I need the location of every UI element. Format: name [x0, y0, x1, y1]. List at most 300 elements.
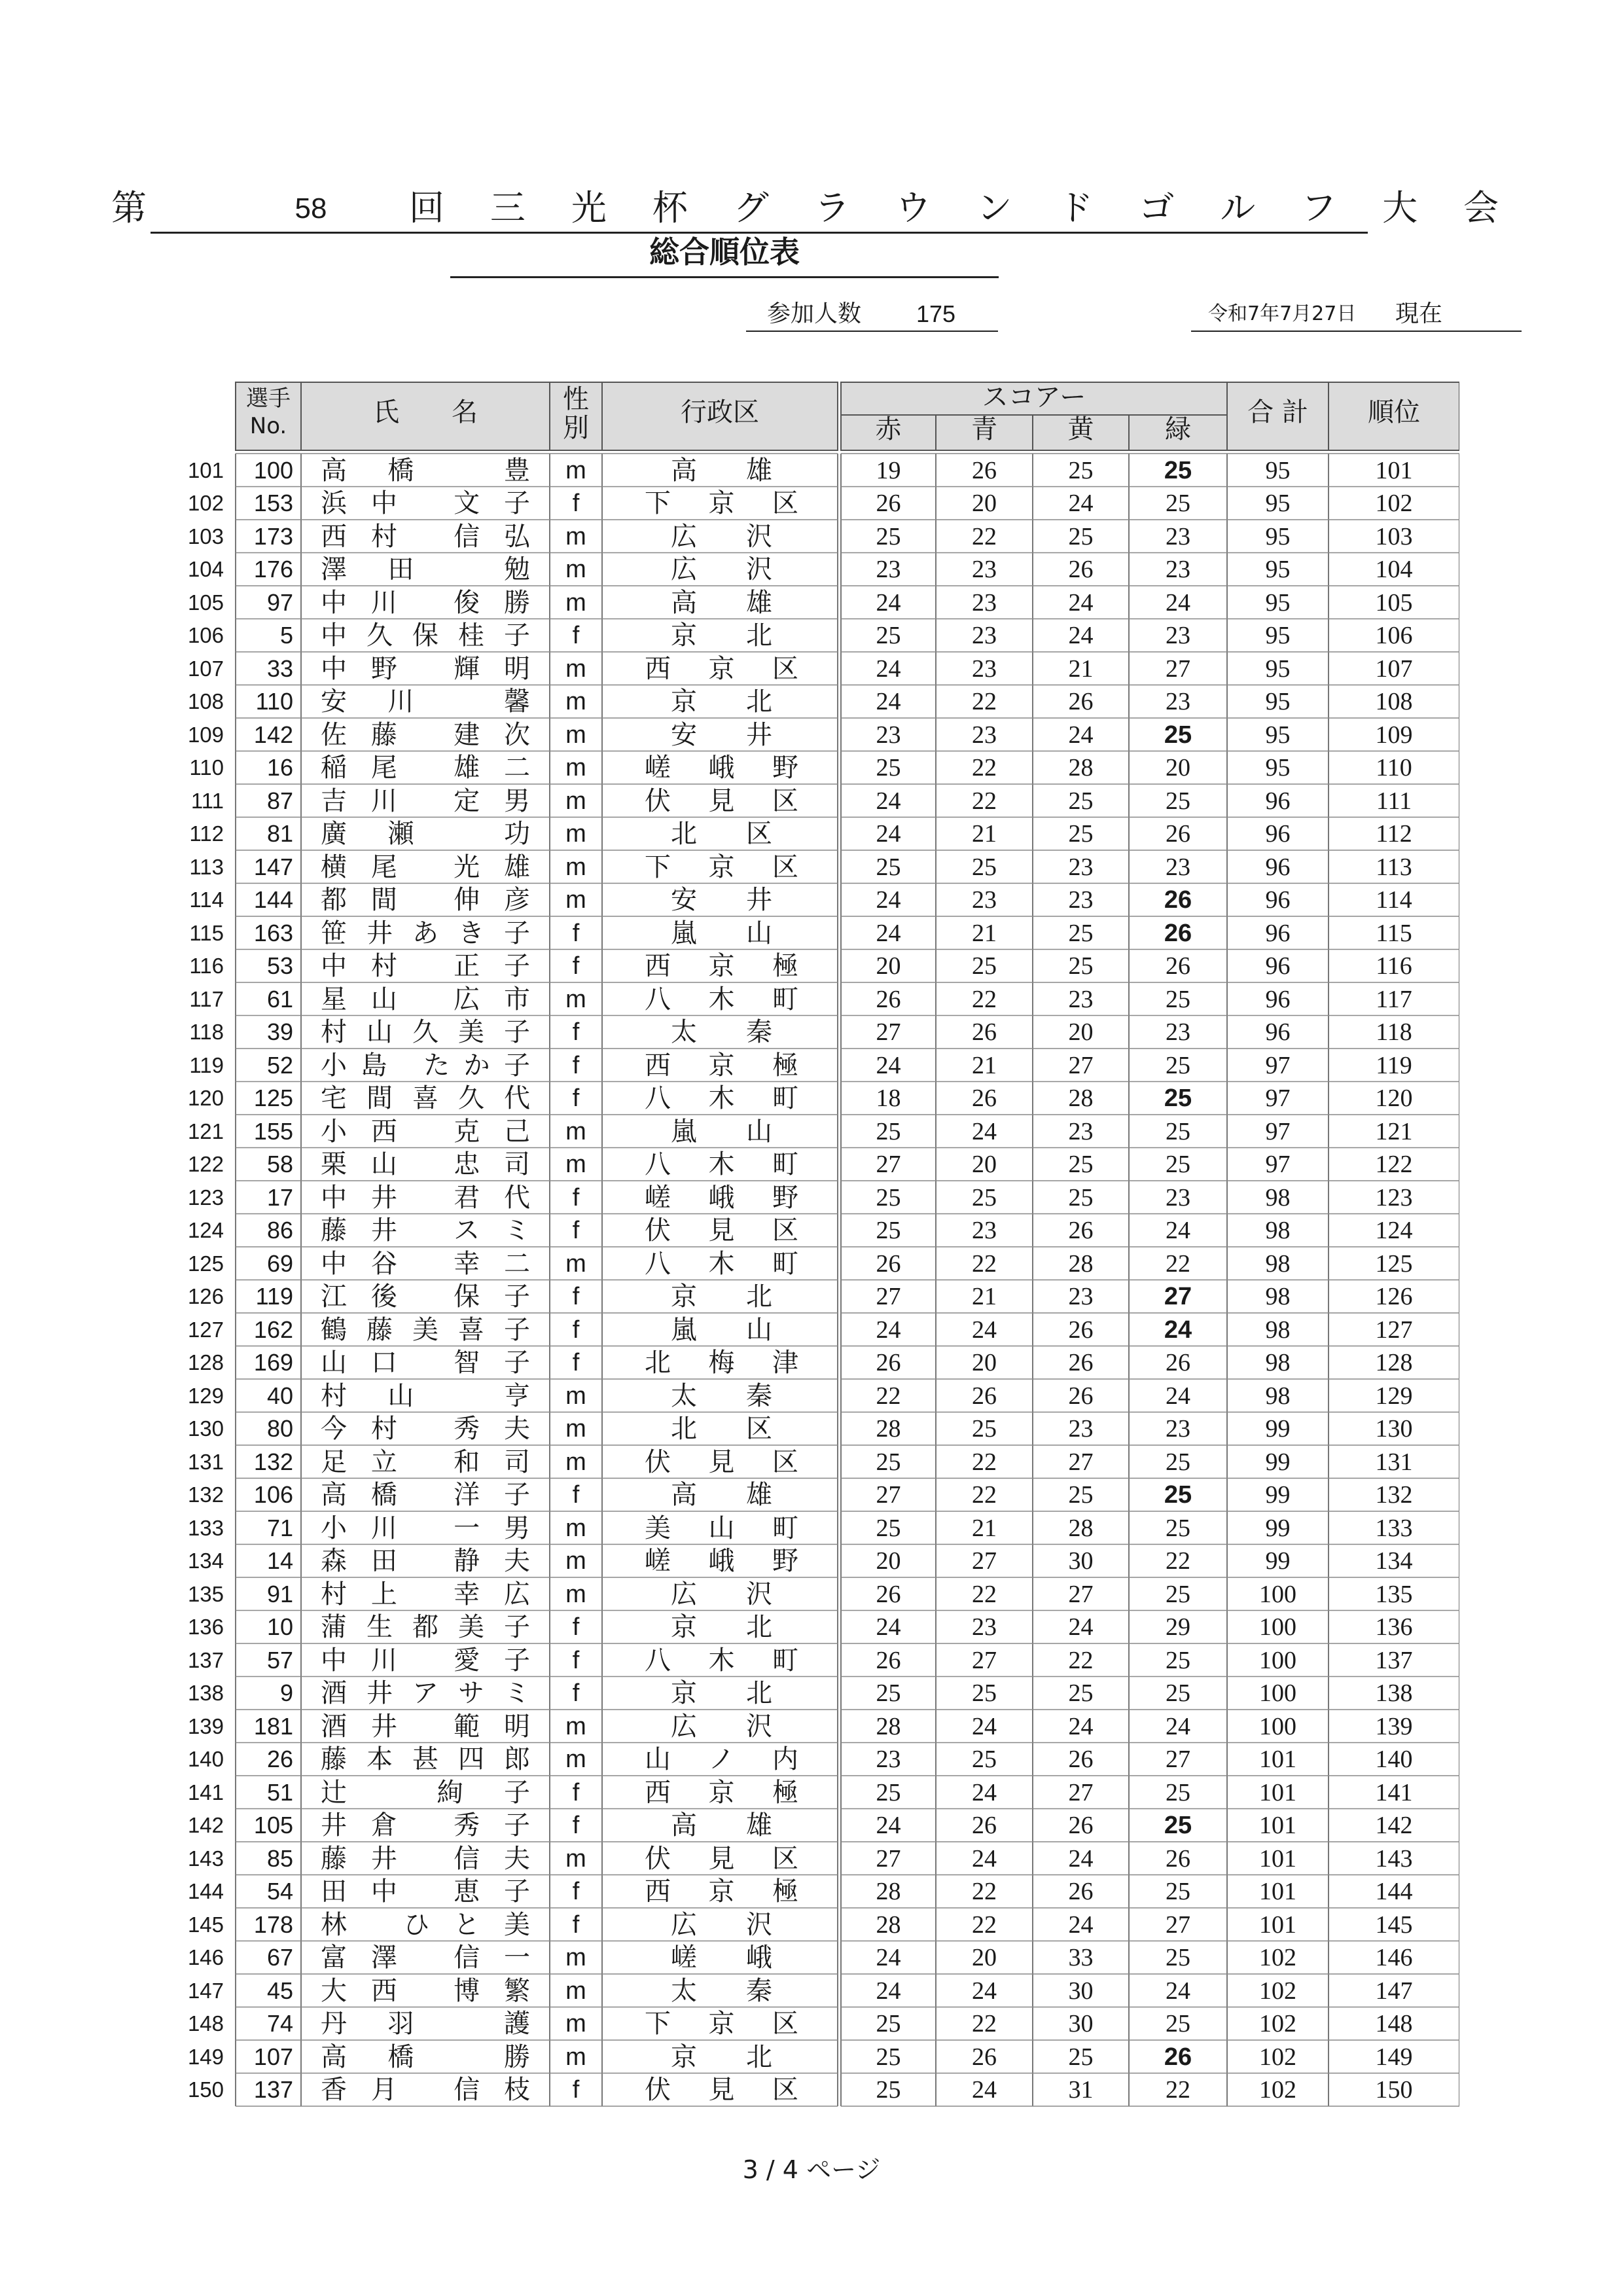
score-blue: 22	[972, 1448, 997, 1476]
score-red: 26	[876, 490, 901, 517]
player-district: 高 雄	[671, 455, 772, 486]
player-number: 173	[253, 522, 293, 550]
row-index: 150	[187, 2077, 224, 2102]
player-number: 153	[253, 490, 293, 516]
score-red: 24	[876, 1812, 901, 1839]
score-blue: 22	[972, 1580, 997, 1608]
player-number: 58	[266, 1151, 293, 1177]
rank: 127	[1375, 1316, 1413, 1344]
score-green: 25	[1164, 1812, 1192, 1839]
score-green: 25	[1166, 1646, 1190, 1674]
score-green: 20	[1166, 754, 1190, 781]
player-district: 広 沢	[671, 1711, 772, 1742]
player-district: 嵯 峨 野	[645, 1546, 798, 1576]
row-index: 112	[189, 821, 224, 846]
score-total: 96	[1265, 952, 1291, 980]
player-gender: f	[572, 1481, 580, 1509]
score-blue: 22	[972, 1249, 997, 1278]
title-char: 杯	[652, 187, 688, 228]
score-total: 95	[1265, 688, 1291, 715]
score-yellow: 30	[1068, 1547, 1094, 1575]
rank: 115	[1376, 919, 1412, 947]
player-gender: m	[565, 820, 586, 848]
player-gender: f	[572, 1878, 580, 1905]
score-green: 24	[1166, 588, 1190, 617]
score-blue: 22	[972, 1481, 997, 1509]
player-number: 110	[255, 688, 293, 715]
player-number: 162	[253, 1316, 293, 1343]
title-char: 大	[1382, 187, 1418, 228]
score-total: 100	[1259, 1679, 1296, 1707]
score-blue: 27	[972, 1547, 997, 1575]
player-district: 西 京 極	[645, 1876, 798, 1907]
participant-count-label: 参加人数	[767, 300, 862, 327]
player-name: 澤 田 勉	[321, 554, 530, 584]
rank: 142	[1375, 1812, 1413, 1839]
title-char: ン	[976, 187, 1012, 228]
rank: 120	[1375, 1085, 1413, 1112]
player-number: 26	[266, 1746, 293, 1772]
player-number: 97	[266, 588, 293, 616]
score-yellow: 24	[1068, 1844, 1094, 1873]
score-green: 22	[1166, 1547, 1190, 1575]
score-red: 24	[876, 919, 901, 947]
player-gender: m	[565, 1382, 586, 1410]
score-yellow: 30	[1068, 1977, 1094, 2005]
player-district: 京 北	[671, 1282, 772, 1312]
player-number: 107	[253, 2043, 293, 2070]
rank: 130	[1375, 1415, 1413, 1443]
score-green: 25	[1166, 1580, 1190, 1608]
score-total: 95	[1265, 456, 1291, 484]
header-no-top: 選手	[246, 386, 291, 412]
row-index: 109	[187, 722, 224, 747]
row-index: 145	[187, 1912, 224, 1937]
score-red: 26	[876, 1646, 901, 1674]
player-number: 39	[266, 1018, 293, 1045]
score-green: 27	[1166, 655, 1190, 683]
score-red: 25	[876, 522, 901, 550]
player-district: 北 区	[671, 1414, 772, 1444]
row-index: 134	[187, 1549, 224, 1573]
score-total: 95	[1265, 588, 1291, 617]
player-number: 53	[266, 952, 293, 979]
player-gender: f	[572, 1646, 580, 1674]
player-number: 100	[253, 456, 293, 484]
score-yellow: 24	[1068, 588, 1094, 617]
player-name: 江 後 保 子	[321, 1282, 530, 1312]
player-gender: m	[565, 1977, 586, 2005]
row-index: 101	[187, 457, 224, 482]
score-total: 102	[1259, 1977, 1296, 2005]
player-number: 147	[253, 853, 293, 880]
score-total: 101	[1259, 1778, 1296, 1806]
ranking-table	[164, 381, 1459, 2109]
score-yellow: 23	[1068, 1415, 1094, 1443]
score-red: 25	[876, 853, 901, 881]
row-index: 124	[187, 1218, 224, 1242]
score-green: 29	[1166, 1613, 1190, 1641]
player-gender: m	[565, 1844, 586, 1873]
score-yellow: 25	[1068, 820, 1094, 848]
row-index: 118	[189, 1020, 224, 1044]
player-name: 香 月 信 枝	[321, 2075, 530, 2105]
score-total: 98	[1265, 1217, 1291, 1244]
row-index: 129	[187, 1383, 224, 1408]
row-index: 137	[187, 1647, 224, 1672]
rank: 139	[1375, 1712, 1413, 1740]
score-yellow: 21	[1068, 655, 1094, 683]
player-name: 中 川 俊 勝	[321, 587, 530, 618]
player-name: 高 橋 勝	[321, 2041, 530, 2072]
score-yellow: 27	[1068, 1448, 1094, 1476]
score-red: 24	[876, 1977, 901, 2005]
score-green: 23	[1166, 688, 1190, 715]
score-total: 99	[1265, 1415, 1291, 1443]
score-red: 25	[876, 1117, 901, 1145]
rank: 150	[1375, 2076, 1413, 2104]
row-index: 122	[187, 1152, 224, 1176]
score-blue: 26	[972, 1382, 997, 1410]
rank: 103	[1375, 522, 1413, 550]
score-total: 100	[1259, 1580, 1296, 1608]
score-green: 25	[1164, 1481, 1192, 1509]
score-blue: 26	[972, 1812, 997, 1839]
rank: 124	[1375, 1217, 1413, 1244]
player-name: 小 島 た か 子	[321, 1050, 530, 1081]
player-district: 八 木 町	[645, 984, 798, 1014]
score-blue: 23	[972, 886, 997, 914]
row-index: 128	[187, 1350, 224, 1374]
player-district: 山 ノ 内	[645, 1744, 798, 1774]
row-index: 131	[187, 1449, 224, 1474]
row-index: 113	[189, 854, 224, 879]
score-red: 27	[876, 1018, 901, 1046]
score-red: 25	[876, 2010, 901, 2037]
score-yellow: 23	[1068, 1283, 1094, 1310]
player-number: 54	[266, 1878, 293, 1905]
rank: 145	[1375, 1910, 1413, 1939]
player-district: 伏 見 区	[645, 1843, 798, 1874]
rank: 140	[1375, 1746, 1413, 1773]
row-index: 130	[187, 1416, 224, 1441]
player-number: 91	[266, 1580, 293, 1607]
player-name: 村 上 幸 広	[321, 1579, 530, 1609]
player-number: 14	[266, 1547, 293, 1574]
player-gender: f	[572, 1283, 580, 1310]
score-total: 96	[1265, 787, 1291, 815]
rank: 117	[1376, 985, 1412, 1013]
score-red: 19	[876, 456, 901, 484]
score-green: 25	[1164, 456, 1192, 484]
score-green: 25	[1166, 1448, 1190, 1476]
score-yellow: 26	[1068, 1316, 1094, 1344]
score-total: 95	[1265, 522, 1291, 550]
score-total: 102	[1259, 2010, 1296, 2037]
player-name: 廣 瀬 功	[321, 819, 530, 849]
player-gender: f	[572, 952, 580, 980]
score-green: 25	[1166, 1514, 1190, 1542]
player-name: 吉 川 定 男	[321, 785, 530, 816]
rank: 116	[1376, 952, 1412, 980]
player-name: 林 ひ と 美	[321, 1909, 530, 1940]
score-total: 97	[1265, 1151, 1291, 1178]
header-rank: 順位	[1368, 397, 1420, 427]
player-number: 125	[253, 1085, 293, 1111]
score-blue: 24	[972, 2076, 997, 2104]
score-yellow: 24	[1068, 1613, 1094, 1641]
score-green: 25	[1166, 1878, 1190, 1905]
title-char: 会	[1463, 187, 1499, 228]
player-name: 高 橋 豊	[321, 455, 530, 486]
player-name: 都 間 伸 彦	[321, 885, 530, 915]
score-blue: 26	[972, 2043, 997, 2071]
player-gender: m	[565, 2010, 586, 2037]
score-blue: 20	[972, 1944, 997, 1971]
player-gender: m	[565, 1249, 586, 1278]
rank: 134	[1375, 1547, 1413, 1575]
player-gender: m	[565, 588, 586, 617]
rank: 121	[1375, 1117, 1413, 1145]
score-red: 18	[876, 1085, 901, 1112]
player-number: 137	[253, 2076, 293, 2103]
score-red: 25	[876, 1448, 901, 1476]
player-name: 井 倉 秀 子	[321, 1810, 530, 1840]
header-yellow: 黄	[1067, 414, 1094, 444]
score-red: 25	[876, 622, 901, 649]
player-name: 稲 尾 雄 二	[321, 753, 530, 783]
player-gender: m	[565, 456, 586, 484]
player-district: 高 雄	[671, 1480, 772, 1510]
score-total: 97	[1265, 1085, 1291, 1112]
score-total: 102	[1259, 2076, 1296, 2104]
header-gender-bottom: 別	[563, 413, 589, 443]
player-name: 中 井 君 代	[321, 1182, 530, 1213]
player-name: 村 山 久 美 子	[321, 1017, 530, 1047]
player-name: 佐 藤 建 次	[321, 719, 530, 750]
score-total: 96	[1265, 886, 1291, 914]
as-of-date	[1191, 298, 1522, 332]
score-green: 26	[1166, 1349, 1190, 1376]
row-index: 117	[189, 986, 224, 1011]
score-red: 24	[876, 1051, 901, 1079]
player-name: 栗 山 忠 司	[321, 1149, 530, 1179]
player-name: 藤 本 甚 四 郎	[321, 1744, 530, 1774]
player-number: 142	[253, 721, 293, 748]
score-blue: 20	[972, 1151, 997, 1178]
player-district: 下 京 区	[645, 852, 798, 882]
score-yellow: 25	[1068, 919, 1094, 947]
score-yellow: 24	[1068, 490, 1094, 517]
score-green: 26	[1166, 1844, 1190, 1873]
row-index: 106	[187, 623, 224, 647]
score-blue: 26	[972, 1018, 997, 1046]
rank: 148	[1375, 2010, 1413, 2037]
rank: 113	[1376, 853, 1412, 881]
player-number: 144	[253, 886, 293, 913]
player-district: 西 京 区	[645, 653, 798, 684]
player-number: 155	[253, 1117, 293, 1145]
score-blue: 22	[972, 2010, 997, 2037]
score-total: 99	[1265, 1448, 1291, 1476]
player-name: 足 立 和 司	[321, 1446, 530, 1477]
score-total: 99	[1265, 1514, 1291, 1542]
score-total: 101	[1259, 1878, 1296, 1905]
rank: 128	[1375, 1349, 1413, 1376]
player-name: 星 山 広 市	[321, 984, 530, 1014]
score-blue: 24	[972, 1844, 997, 1873]
row-index: 127	[187, 1317, 224, 1342]
rank: 105	[1375, 588, 1413, 617]
score-blue: 24	[972, 1316, 997, 1344]
score-total: 101	[1259, 1746, 1296, 1773]
player-gender: m	[565, 754, 586, 781]
score-yellow: 25	[1068, 952, 1094, 980]
player-name: 中 久 保 桂 子	[321, 620, 530, 651]
player-gender: f	[572, 1051, 580, 1079]
row-index: 126	[187, 1284, 224, 1308]
player-name: 横 尾 光 雄	[321, 852, 530, 882]
score-total: 101	[1259, 1812, 1296, 1839]
score-total: 98	[1265, 1316, 1291, 1344]
player-district: 八 木 町	[645, 1248, 798, 1279]
player-district: 伏 見 区	[645, 2075, 798, 2105]
rank: 147	[1375, 1977, 1413, 2005]
player-number: 57	[266, 1646, 293, 1674]
row-index: 143	[187, 1846, 224, 1871]
player-number: 61	[266, 985, 293, 1013]
player-number: 80	[266, 1415, 293, 1442]
row-index: 138	[187, 1681, 224, 1705]
player-number: 45	[266, 1977, 293, 2004]
player-number: 33	[266, 655, 293, 682]
player-gender: f	[572, 1349, 580, 1376]
score-green: 26	[1166, 952, 1190, 980]
score-yellow: 26	[1068, 556, 1094, 583]
rank: 131	[1375, 1448, 1413, 1476]
score-yellow: 24	[1068, 1712, 1094, 1740]
player-gender: f	[572, 1613, 580, 1641]
score-blue: 27	[972, 1646, 997, 1674]
score-blue: 22	[972, 1878, 997, 1905]
score-red: 24	[876, 1613, 901, 1641]
score-red: 23	[876, 721, 901, 749]
player-district: 広 沢	[671, 1579, 772, 1609]
player-gender: f	[572, 622, 580, 649]
score-total: 95	[1265, 490, 1291, 517]
player-number: 85	[266, 1844, 293, 1872]
rank: 144	[1375, 1878, 1413, 1905]
row-index: 133	[187, 1515, 224, 1540]
player-number: 81	[266, 820, 293, 847]
score-red: 28	[876, 1415, 901, 1443]
score-blue: 23	[972, 588, 997, 617]
score-blue: 22	[972, 688, 997, 715]
score-green: 25	[1166, 985, 1190, 1013]
row-index: 102	[187, 491, 224, 515]
score-total: 99	[1265, 1481, 1291, 1509]
score-total: 99	[1265, 1547, 1291, 1575]
score-red: 25	[876, 1679, 901, 1707]
player-district: 安 井	[671, 719, 772, 750]
player-name: 中 野 輝 明	[321, 653, 530, 684]
header-total: 合 計	[1247, 397, 1308, 427]
player-number: 69	[266, 1249, 293, 1277]
rank: 143	[1375, 1844, 1413, 1873]
score-blue: 24	[972, 1977, 997, 2005]
row-index: 105	[187, 590, 224, 615]
score-total: 95	[1265, 622, 1291, 649]
title-char: フ	[1301, 187, 1337, 228]
player-name: 中 村 正 子	[321, 951, 530, 981]
score-yellow: 33	[1068, 1944, 1094, 1971]
row-index: 141	[187, 1780, 224, 1804]
score-blue: 23	[972, 556, 997, 583]
player-name: 藤 井 ス ミ	[321, 1215, 530, 1246]
score-blue: 22	[972, 787, 997, 815]
score-red: 25	[876, 1217, 901, 1244]
score-yellow: 25	[1068, 456, 1094, 484]
player-district: 太 秦	[671, 1975, 772, 2006]
score-yellow: 27	[1068, 1580, 1094, 1608]
score-red: 26	[876, 1349, 901, 1376]
score-red: 27	[876, 1283, 901, 1310]
player-gender: m	[565, 688, 586, 715]
row-index: 123	[187, 1185, 224, 1210]
score-total: 98	[1265, 1283, 1291, 1310]
title-char: ラ	[814, 187, 850, 228]
player-district: 広 沢	[671, 554, 772, 584]
score-yellow: 26	[1068, 1382, 1094, 1410]
player-district: 広 沢	[671, 521, 772, 552]
score-green: 25	[1166, 2010, 1190, 2037]
score-green: 25	[1166, 1151, 1190, 1178]
player-number: 169	[253, 1349, 293, 1376]
score-green: 23	[1166, 1183, 1190, 1211]
score-yellow: 26	[1068, 688, 1094, 715]
score-green: 24	[1166, 1382, 1190, 1410]
row-index: 107	[187, 656, 224, 681]
score-yellow: 25	[1068, 1151, 1094, 1178]
player-gender: m	[565, 1547, 586, 1575]
score-green: 22	[1166, 2076, 1190, 2104]
rank: 112	[1376, 820, 1412, 848]
rank: 141	[1375, 1778, 1413, 1806]
player-district: 伏 見 区	[645, 1215, 798, 1246]
rank: 123	[1375, 1183, 1413, 1211]
score-red: 28	[876, 1878, 901, 1905]
player-name: 鶴 藤 美 喜 子	[321, 1314, 530, 1345]
row-index: 142	[187, 1813, 224, 1837]
score-total: 98	[1265, 1249, 1291, 1278]
header-blue: 青	[971, 414, 997, 444]
score-red: 23	[876, 556, 901, 583]
score-green: 25	[1164, 1085, 1192, 1112]
player-name: 森 田 静 夫	[321, 1546, 530, 1576]
player-name: 中 谷 幸 二	[321, 1248, 530, 1279]
player-district: 八 木 町	[645, 1083, 798, 1113]
player-gender: m	[565, 1746, 586, 1773]
score-yellow: 23	[1068, 886, 1094, 914]
page-number: 3 / 4 ページ	[742, 2155, 881, 2184]
rank: 111	[1376, 787, 1412, 815]
player-gender: f	[572, 1217, 580, 1244]
score-green: 25	[1166, 1117, 1190, 1145]
player-gender: f	[572, 490, 580, 517]
row-index: 140	[187, 1747, 224, 1771]
title-char: 三	[490, 187, 526, 228]
score-red: 26	[876, 1580, 901, 1608]
